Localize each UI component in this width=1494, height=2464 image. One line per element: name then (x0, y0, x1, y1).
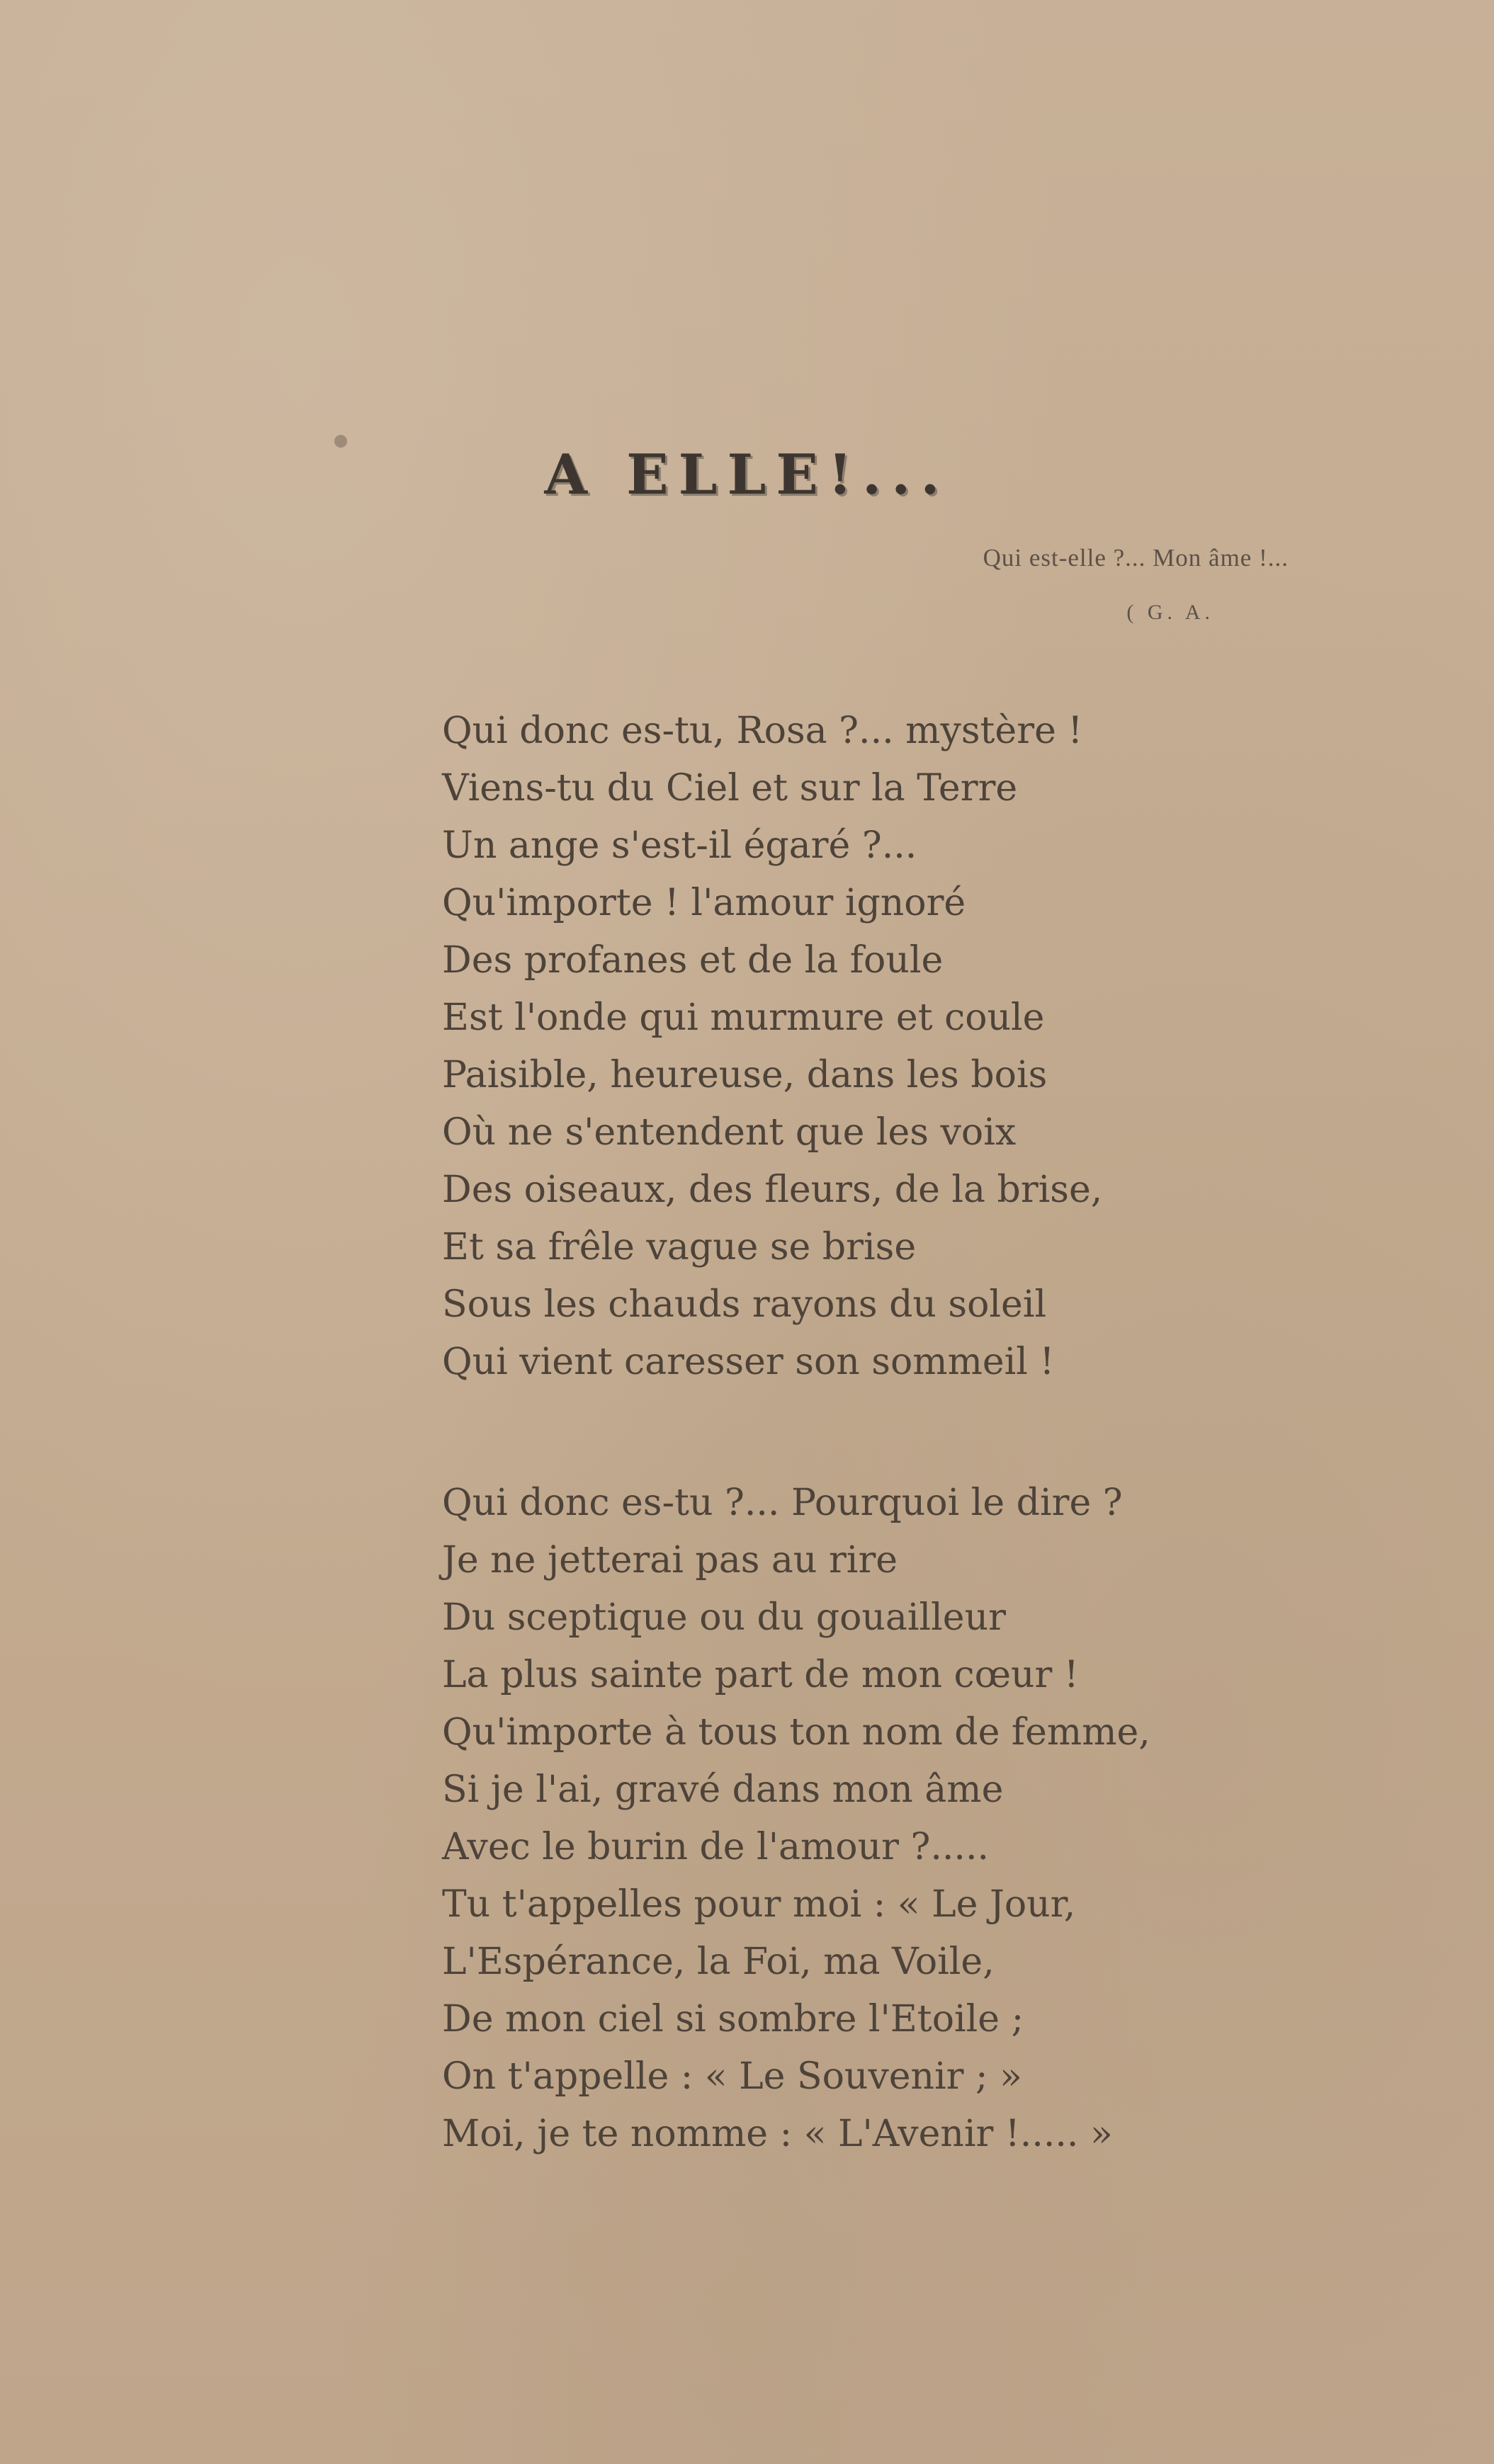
epigraph-attribution: ( G. A. (1126, 601, 1214, 624)
verse-line: Et sa frêle vague se brise (442, 1226, 917, 1268)
verse-line: Moi, je te nomme : « L'Avenir !..... » (442, 2113, 1113, 2155)
verse-line: Des profanes et de la foule (442, 939, 944, 982)
verse-line: Tu t'appelles pour moi : « Le Jour, (442, 1883, 1076, 1926)
verse-line: Si je l'ai, gravé dans mon âme (442, 1768, 1004, 1811)
poem-title: A ELLE!... (544, 443, 950, 507)
verse-line: Est l'onde qui murmure et coule (442, 997, 1045, 1039)
verse-line: La plus sainte part de mon cœur ! (442, 1654, 1079, 1696)
verse-line: Sous les chauds rayons du soleil (442, 1283, 1047, 1326)
verse-line: De mon ciel si sombre l'Etoile ; (442, 1998, 1024, 2040)
verse-line: Qui donc es-tu ?... Pourquoi le dire ? (442, 1482, 1123, 1524)
verse-line: Qui vient caresser son sommeil ! (442, 1341, 1055, 1383)
verse-line: Avec le burin de l'amour ?..... (442, 1826, 990, 1868)
verse-line: Paisible, heureuse, dans les bois (442, 1054, 1048, 1096)
verse-line: Je ne jetterai pas au rire (442, 1539, 898, 1582)
verse-line: Où ne s'entendent que les voix (442, 1111, 1017, 1154)
verse-line: Du sceptique ou du gouailleur (442, 1596, 1006, 1639)
verse-line: Viens-tu du Ciel et sur la Terre (442, 767, 1018, 810)
verse-line: On t'appelle : « Le Souvenir ; » (442, 2055, 1022, 2098)
stanza-2 (442, 1475, 1150, 2163)
verse-line: Un ange s'est-il égaré ?... (442, 824, 917, 867)
epigraph-quote: Qui est-elle ?... Mon âme !... (983, 544, 1289, 572)
verse-line: L'Espérance, la Foi, ma Voile, (442, 1941, 995, 1983)
verse-line: Qu'importe ! l'amour ignoré (442, 882, 966, 924)
verse-line: Qui donc es-tu, Rosa ?... mystère ! (442, 710, 1083, 752)
verse-line: Qu'importe à tous ton nom de femme, (442, 1711, 1150, 1754)
stanza-1 (442, 703, 1102, 1391)
verse-line: Des oiseaux, des fleurs, de la brise, (442, 1169, 1103, 1211)
